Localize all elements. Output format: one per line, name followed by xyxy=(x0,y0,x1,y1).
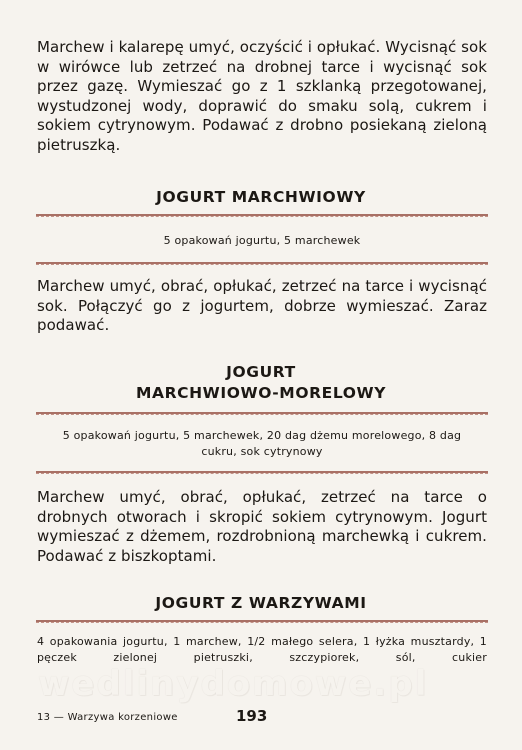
ingredients-line2: cukru, sok cytrynowy xyxy=(201,445,323,458)
recipe-title-jogurt-marchwiowy: JOGURT MARCHWIOWY xyxy=(156,188,366,206)
watermark: wedlinydomowe.pl xyxy=(38,664,429,704)
page-number: 193 xyxy=(236,707,268,725)
ingredients-jogurt-marchwiowy: 5 opakowań jogurtu, 5 marchewek xyxy=(163,234,361,247)
ingredients-jogurt-z-warzywami: 4 opakowania jogurtu, 1 marchew, 1/2 małego selera, 1 łyżka musztardy, 1 pęczek zielonej pietruszki, szczypiorek, sól, cukier xyxy=(37,635,487,664)
divider xyxy=(36,471,488,474)
intro-paragraph: Marchew i kalarepę umyć, oczyścić i opłukać. Wycisnąć sok w wirówce lub zetrzeć na drobnej tarce i wycisnąć sok przez gazę. Wymieszać go z 1 szklanką przegotowanej, wystudzonej wody, doprawić do smaku solą, cukrem i sokiem cytrynowym. Podawać z drobno posiekaną zieloną pietruszką. xyxy=(37,38,487,154)
instructions-jogurt-marchwiowo-morelowy: Marchew umyć, obrać, opłukać, zetrzeć na tarce o drobnych otworach i skropić sokiem cytrynowym. Jogurt wymieszać z dżemem, rozdrobnioną marchewką i cukrem. Podawać z biszkoptami. xyxy=(37,488,487,565)
recipe-title-line2: MARCHWIOWO-MORELOWY xyxy=(135,384,387,402)
instructions-jogurt-marchwiowy: Marchew umyć, obrać, opłukać, zetrzeć na tarce i wycisnąć sok. Połączyć go z jogurtem, dobrze wymieszać. Zaraz podawać. xyxy=(37,277,487,334)
ingredients-line1: 5 opakowań jogurtu, 5 marchewek, 20 dag dżemu morelowego, 8 dag xyxy=(62,429,462,442)
recipe-title-line1: JOGURT xyxy=(226,363,296,381)
footer-section-label: 13 — Warzywa korzeniowe xyxy=(37,712,178,723)
divider xyxy=(36,262,488,265)
divider xyxy=(36,620,488,623)
divider xyxy=(36,214,488,217)
divider xyxy=(36,412,488,415)
recipe-title-jogurt-z-warzywami: JOGURT Z WARZYWAMI xyxy=(155,594,367,612)
